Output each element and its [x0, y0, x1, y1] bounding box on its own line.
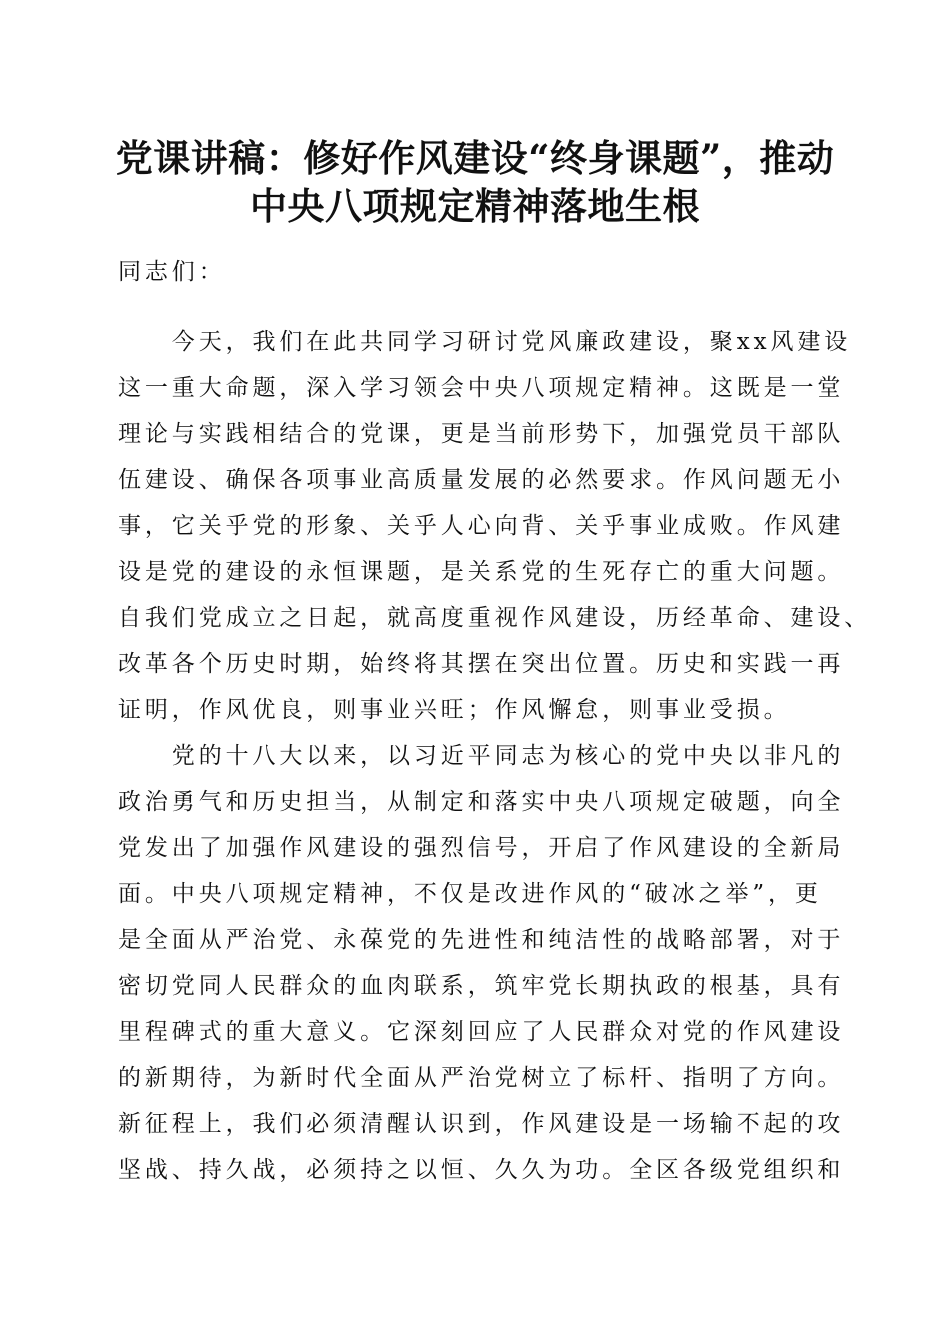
- paragraph-line: 党的十八大以来，以习近平同志为核心的党中央以非凡的: [118, 743, 845, 769]
- document-title-line-2: 中央八项规定精神落地生根: [250, 184, 700, 228]
- paragraph-line: 坚战、持久战，必须持之以恒、久久为功。全区各级党组织和: [118, 1157, 845, 1183]
- paragraph-line: 政治勇气和历史担当，从制定和落实中央八项规定破题，向全: [118, 789, 845, 815]
- paragraph-line: 里程碑式的重大意义。它深刻回应了人民群众对党的作风建设: [118, 1019, 845, 1045]
- paragraph-line: 是全面从严治党、永葆党的先进性和纯洁性的战略部署，对于: [118, 927, 845, 953]
- paragraph-line: 新征程上，我们必须清醒认识到，作风建设是一场输不起的攻: [118, 1111, 845, 1137]
- paragraph-line: 自我们党成立之日起，就高度重视作风建设，历经革命、建设、: [118, 605, 872, 631]
- paragraph-line: 面。中央八项规定精神，不仅是改进作风的“破冰之举”，更: [118, 881, 822, 907]
- paragraph-line: 证明，作风优良，则事业兴旺；作风懈怠，则事业受损。: [118, 697, 791, 723]
- paragraph-line: 改革各个历史时期，始终将其摆在突出位置。历史和实践一再: [118, 651, 845, 677]
- paragraph-line: 设是党的建设的永恒课题，是关系党的生死存亡的重大问题。: [118, 559, 845, 585]
- paragraph-line: 理论与实践相结合的党课，更是当前形势下，加强党员干部队: [118, 421, 845, 447]
- paragraph-line: 密切党同人民群众的血肉联系，筑牢党长期执政的根基，具有: [118, 973, 845, 999]
- paragraph-line: 这一重大命题，深入学习领会中央八项规定精神。这既是一堂: [118, 375, 845, 401]
- paragraph-line: 党发出了加强作风建设的强烈信号，开启了作风建设的全新局: [118, 835, 845, 861]
- paragraph-line: 的新期待，为新时代全面从严治党树立了标杆、指明了方向。: [118, 1065, 845, 1091]
- paragraph-line: 事，它关乎党的形象、关乎人心向背、关乎事业成败。作风建: [118, 513, 845, 539]
- salutation: 同志们：: [118, 259, 226, 285]
- document-title-line-1: 党课讲稿：修好作风建设“终身课题”，推动: [115, 136, 835, 180]
- paragraph-line: 今天，我们在此共同学习研讨党风廉政建设，聚xx风建设: [118, 329, 852, 355]
- paragraph-line: 伍建设、确保各项事业高质量发展的必然要求。作风问题无小: [118, 467, 845, 493]
